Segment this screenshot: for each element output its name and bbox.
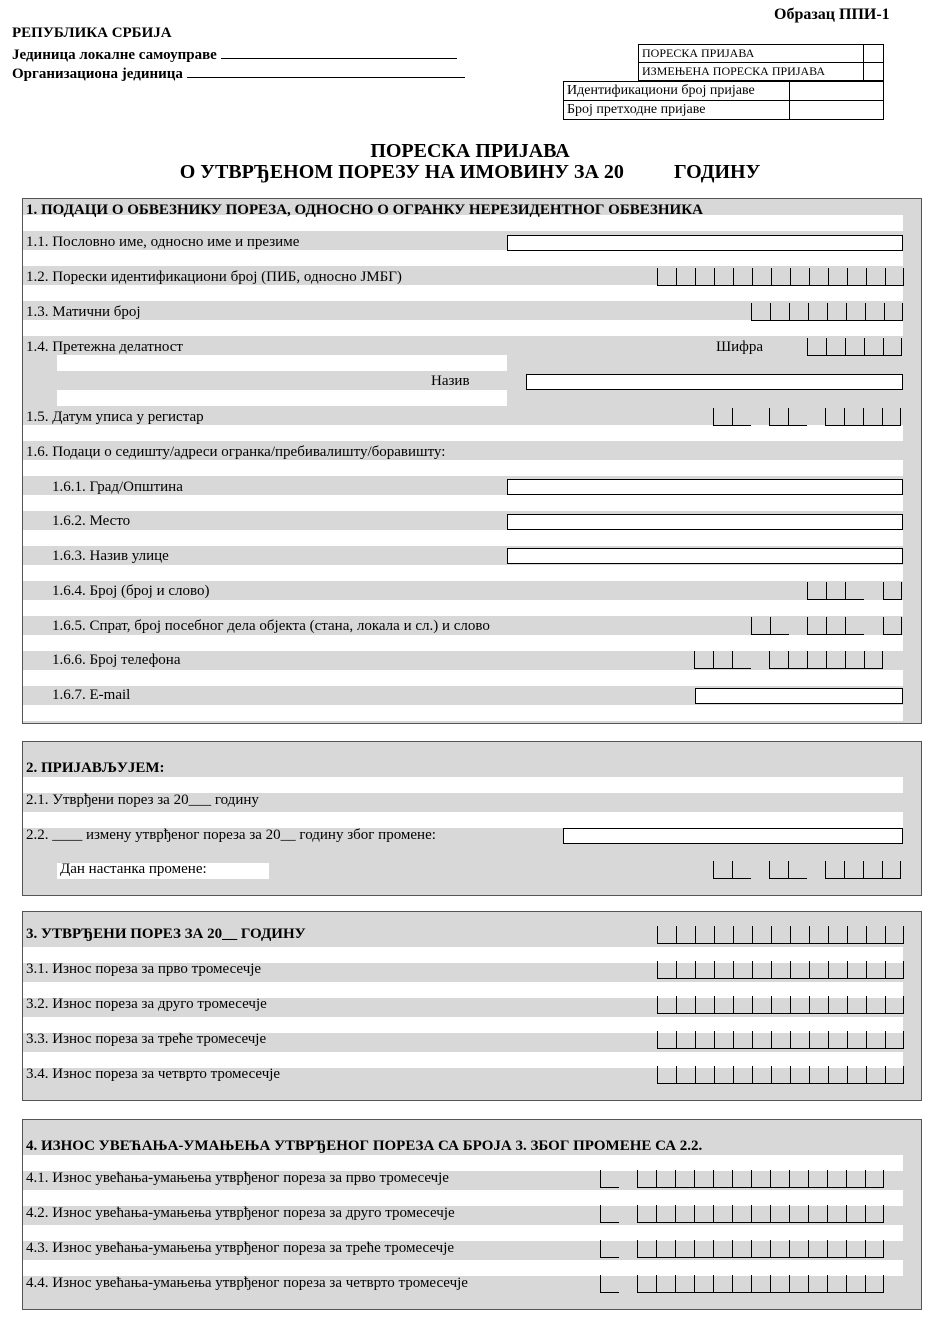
phone-boxes[interactable] [694, 651, 883, 669]
q1-tax-boxes[interactable] [657, 961, 904, 979]
id-number-box [563, 81, 884, 121]
return-type-box [638, 44, 884, 82]
label-4-4: 4.4. Износ увећања-умањења утврђеног пореза за четврто тромесечје [26, 1275, 468, 1291]
place-field[interactable] [507, 514, 903, 530]
activity-code-label: Шифра [716, 339, 764, 355]
label-4-3: 4.3. Износ увећања-умањења утврђеног пореза за треће тромесечје [26, 1240, 455, 1256]
title-line2-start: О УТВРЂЕНОМ ПОРЕЗУ НА ИМОВИНУ ЗА 20 [179, 161, 624, 183]
label-1-6-7: 1.6.7. E-mail [52, 687, 131, 703]
email-field[interactable] [695, 688, 903, 704]
label-1-4: 1.4. Претежна делатност [26, 339, 183, 355]
activity-name-label: Назив [431, 373, 470, 389]
tax-return-checkbox[interactable] [863, 44, 884, 63]
tax-id-boxes[interactable] [657, 268, 904, 286]
local-unit-field[interactable] [221, 44, 457, 59]
label-1-6: 1.6. Подаци о седишту/адреси огранка/пребивалишту/боравишту: [26, 444, 446, 460]
title-line1: ПОРЕСКА ПРИЈАВА [370, 140, 570, 162]
floor-unit-boxes[interactable] [751, 617, 902, 635]
registration-date-boxes[interactable] [713, 408, 901, 426]
label-3-3: 3.3. Износ пореза за треће тромесечје [26, 1031, 267, 1047]
org-unit-label: Организациона јединица [12, 66, 183, 82]
label-4-2: 4.2. Износ увећања-умањења утврђеног пореза за друго тромесечје [26, 1205, 455, 1221]
label-1-6-3: 1.6.3. Назив улице [52, 548, 169, 564]
label-1-3: 1.3. Матични број [26, 304, 141, 320]
change-date-boxes[interactable] [713, 861, 901, 879]
label-1-6-1: 1.6.1. Град/Општина [52, 479, 183, 495]
label-3-4: 3.4. Износ пореза за четврто тромесечје [26, 1066, 281, 1082]
q1-change-boxes[interactable] [600, 1170, 884, 1188]
label-1-6-6: 1.6.6. Број телефона [52, 652, 181, 668]
label-3-1: 3.1. Износ пореза за прво тромесечје [26, 961, 262, 977]
org-unit-field[interactable] [187, 63, 465, 78]
title-line2-end: ГОДИНУ [673, 161, 761, 183]
local-unit-label: Јединица локалне самоуправе [12, 47, 217, 63]
q3-tax-boxes[interactable] [657, 1031, 904, 1049]
label-1-1: 1.1. Пословно име, односно име и презиме [26, 234, 300, 250]
q2-tax-boxes[interactable] [657, 996, 904, 1014]
label-4-1: 4.1. Износ увећања-умањења утврђеног пореза за прво тромесечје [26, 1170, 449, 1186]
activity-code-boxes[interactable] [807, 338, 902, 356]
form-code: Образац ППИ-1 [774, 6, 890, 23]
label-1-2: 1.2. Порески идентификациони број (ПИБ, односно ЈМБГ) [26, 269, 402, 285]
org-unit-row [12, 63, 465, 84]
amended-return-checkbox[interactable] [863, 62, 884, 81]
house-number-boxes[interactable] [807, 582, 902, 600]
label-1-6-2: 1.6.2. Место [52, 513, 131, 529]
id-number-field[interactable] [789, 81, 884, 101]
city-field[interactable] [507, 479, 903, 495]
label-1-5: 1.5. Датум уписа у регистар [26, 409, 204, 425]
label-2-1: 2.1. Утврђени порез за 20___ годину [26, 792, 259, 808]
change-date-label: Дан настанка промене: [60, 861, 207, 877]
tax-return-label: ПОРЕСКА ПРИЈАВА [638, 44, 864, 63]
registry-number-boxes[interactable] [751, 303, 903, 321]
activity-name-field[interactable] [526, 374, 903, 390]
label-2-2: 2.2. ____ измену утврђеног пореза за 20__ годину због промене: [26, 827, 436, 843]
change-reason-field[interactable] [563, 828, 903, 844]
amended-return-label: ИЗМЕЊЕНА ПОРЕСКА ПРИЈАВА [638, 62, 864, 81]
local-unit-row [12, 44, 457, 65]
annual-tax-boxes[interactable] [657, 926, 904, 944]
q3-change-boxes[interactable] [600, 1240, 884, 1258]
business-name-field[interactable] [507, 235, 903, 251]
label-3-2: 3.2. Износ пореза за друго тромесечје [26, 996, 267, 1012]
label-1-6-4: 1.6.4. Број (број и слово) [52, 583, 210, 599]
previous-number-field[interactable] [789, 100, 884, 120]
section-1-title: 1. ПОДАЦИ О ОБВЕЗНИКУ ПОРЕЗА, ОДНОСНО О ОГРАНКУ НЕРЕЗИДЕНТНОГ ОБВЕЗНИКА [26, 202, 703, 218]
label-1-6-5: 1.6.5. Спрат, број посебног дела објекта (стана, локала и сл.) и слово [52, 618, 490, 634]
country-name: РЕПУБЛИКА СРБИЈА [12, 25, 172, 41]
section-3-title: 3. УТВРЂЕНИ ПОРЕЗ ЗА 20__ ГОДИНУ [26, 926, 306, 942]
q2-change-boxes[interactable] [600, 1205, 884, 1223]
title-line2 [0, 161, 940, 183]
id-number-label: Идентификациони број пријаве [563, 81, 790, 101]
previous-number-label: Број претходне пријаве [563, 100, 790, 120]
street-field[interactable] [507, 548, 903, 564]
q4-change-boxes[interactable] [600, 1275, 884, 1293]
q4-tax-boxes[interactable] [657, 1066, 904, 1084]
section-2-title: 2. ПРИЈАВЉУЈЕМ: [26, 760, 165, 776]
section-4-title: 4. ИЗНОС УВЕЋАЊА-УМАЊЕЊА УТВРЂЕНОГ ПОРЕЗА СА БРОЈА 3. ЗБОГ ПРОМЕНЕ СА 2.2. [26, 1138, 703, 1154]
